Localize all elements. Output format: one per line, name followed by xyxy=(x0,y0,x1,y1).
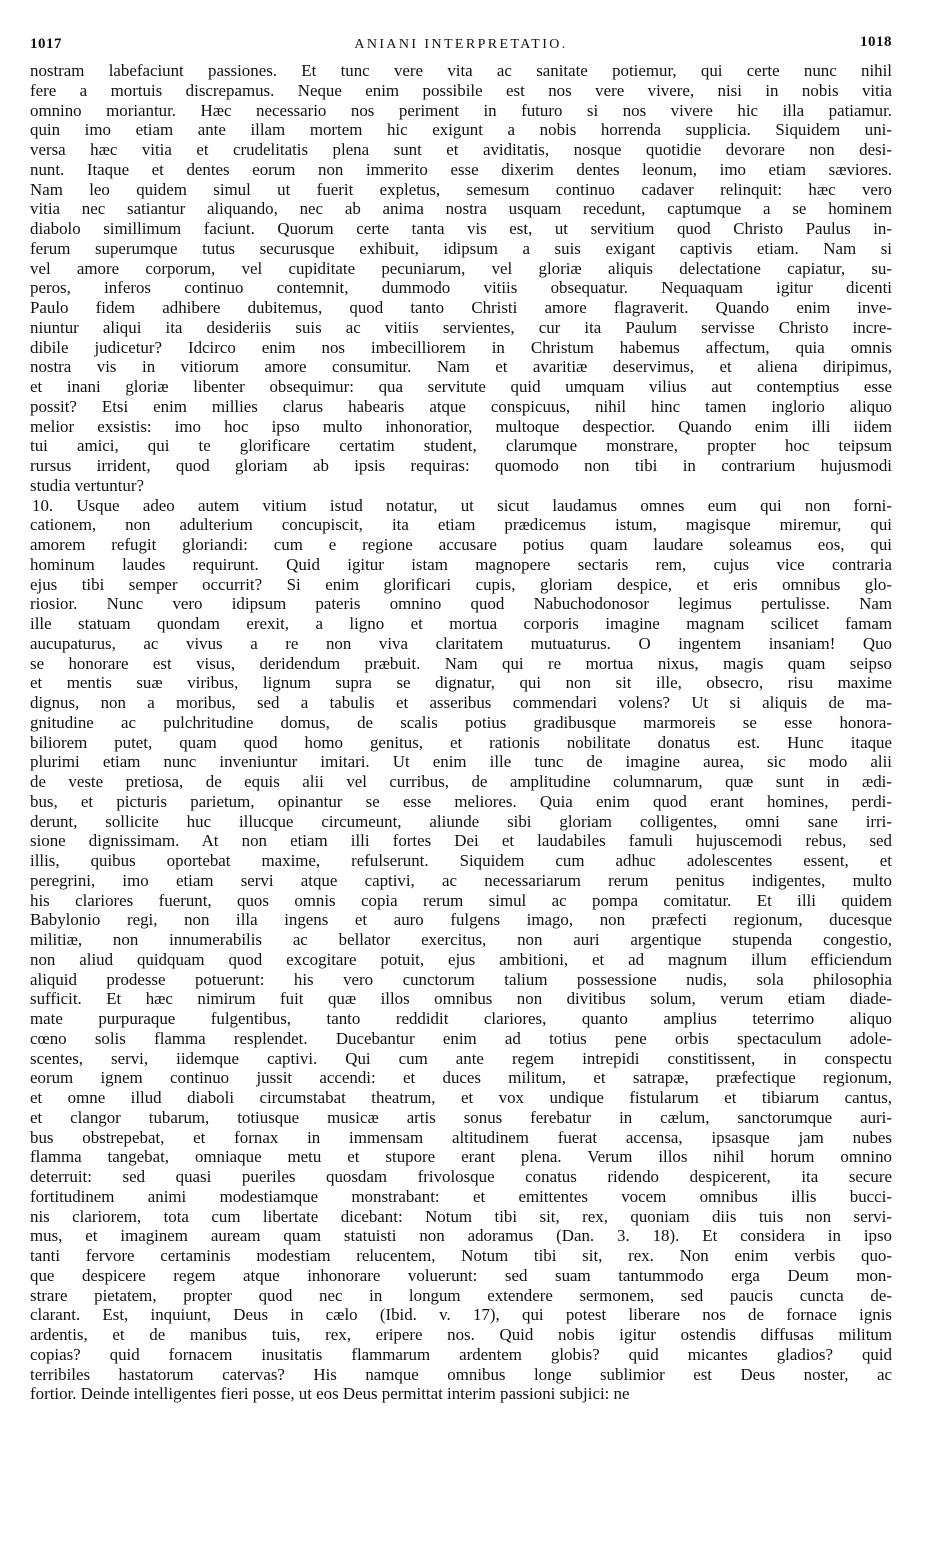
text-line: quin imo etiam ante illam mortem hic exigunt a nobis horrenda supplicia. Siquidem uni- xyxy=(30,120,892,140)
text-line: ille statuam quondam erexit, a ligno et mortua corporis imagine magnam scilicet famam xyxy=(30,614,892,633)
text-line: nunt. Itaque et dentes eorum non immerito esse dixerim dentes leonum, imo etiam sæviores. xyxy=(30,159,892,179)
text-line: et inani gloriæ libenter obsequimur: qua servitute quid umquam vilius aut contemptius esse xyxy=(30,377,892,396)
text-line: ardentis, et de manibus tuis, rex, eripere nos. Quid nobis igitur ostendis diffusas militum xyxy=(30,1325,892,1344)
text-line: biliorem putet, quam quod homo genitus, et rationis nobilitate donatus est. Hunc itaque xyxy=(30,732,892,752)
text-line: versa hæc vitia et crudelitatis plena sunt et aviditatis, nosque quotidie devorare non desi- xyxy=(30,140,892,159)
text-line: niuntur aliqui ita desideriis suis ac vitiis servientes, cur ita Paulum servisse Christo incre- xyxy=(30,317,892,337)
text-line: possit? Etsi enim millies clarus habearis atque conspicuus, nihil hinc tamen inglorio aliquo xyxy=(30,396,892,416)
text-line: rursus irrident, quod gloriam ab ipsis requiras: quomodo non tibi in contrarium hujusmodi xyxy=(30,456,892,475)
text-line: et clangor tubarum, totiusque musicæ artis sonus ferebatur in cælum, sanctorumque auri- xyxy=(30,1107,892,1127)
text-line: ejus tibi semper occurrit? Si enim glorificari cupis, gloriam despice, et eris omnibus glo- xyxy=(30,574,892,594)
text-line: peros, inferos continuo contemnit, dummodo vitiis obsequatur. Nequaquam igitur dicenti xyxy=(30,278,892,298)
text-line: terribiles hastatorum catervas? His namque omnibus longe sublimior est Deus noster, ac xyxy=(30,1364,892,1384)
text-line: mus, et imaginem auream quam statuisti non adoramus (Dan. 3. 18). Et considera in ipso xyxy=(30,1226,892,1246)
text-line: eorum ignem continuo jussit accendi: et duces militum, et satrapæ, præfectique regionum, xyxy=(30,1068,892,1088)
text-line: studia vertuntur? xyxy=(30,475,144,495)
text-line: dignus, non a moribus, sed a tabulis et asseribus commendari volens? Ut si aliquis de ma- xyxy=(30,693,892,712)
text-line: strare pietatem, propter quod nec in longum extendere sermonem, sed paucis cuncta de- xyxy=(30,1285,892,1305)
text-line: sufficit. Et hæc nimirum fuit quæ illos omnibus non divitibus solum, verum etiam diade- xyxy=(30,989,892,1009)
text-line: cationem, non adulterium concupiscit, ita etiam prædicemus istum, magisque miremur, qui xyxy=(30,515,892,535)
text-line: omnino moriantur. Hæc necessario nos periment in futuro si nos vivere hic illa patiamur. xyxy=(30,100,892,120)
text-line: ferum superumque tutus securusque exhibuit, idipsum a suis exigant captivis etiam. Nam si xyxy=(30,238,892,258)
text-line: aucupaturus, ac vivus a re non viva claritatem mutuaturus. O ingentem insaniam! Quo xyxy=(30,633,892,653)
text-line: peregrini, imo etiam servi atque captivi, ac necessariarum rerum penitus indigentes, multo xyxy=(30,870,892,890)
text-line: gnitudine ac pulchritudine domus, de scalis potius gradibusque marmoreis se esse honora- xyxy=(30,712,892,732)
text-line: fortior. Deinde intelligentes fieri posse, ut eos Deus permittat interim passioni subjici: ne xyxy=(30,1384,630,1404)
text-line: fere a mortuis discrepamus. Neque enim possibile est nos vere vivere, nisi in nobis vitia xyxy=(30,80,892,100)
text-line: et omne illud diaboli circumstabat theatrum, et vox undique fistularum et tibiarum cantus, xyxy=(30,1088,892,1107)
left-column-number: 1017 xyxy=(30,36,62,52)
text-line: hominum laudes requirunt. Quid igitur istam magnopere sectaris rem, cujus vice contraria xyxy=(30,554,892,574)
text-line: aliquid prodesse potuerunt: his vero cunctorum talium possessione nudis, sola philosophia xyxy=(30,969,892,989)
body-text xyxy=(30,61,892,1404)
text-line: flamma tangebat, omniaque metu et stupore erant plena. Verum illos nihil horum omnino xyxy=(30,1147,892,1167)
text-line: mate purpuraque fulgentibus, tanto reddidit clariores, quanto amplius teterrimo aliquo xyxy=(30,1009,892,1028)
text-line: vitia nec satiantur aliquando, nec ab anima nostra usquam recedunt, captumque a se hominem xyxy=(30,199,892,219)
running-title: ANIANI INTERPRETATIO. xyxy=(354,37,568,52)
running-header xyxy=(30,36,892,56)
text-line: et mentis suæ viribus, lignum supra se dignatur, qui non sit ille, obsecro, risu maxime xyxy=(30,673,892,693)
text-line: nostram labefaciunt passiones. Et tunc vere vita ac sanitate potiemur, qui certe nunc nihil xyxy=(30,61,892,80)
text-line: derunt, sollicite huc illucque circumeunt, aliunde sibi gloriam colligentes, omni sane irri- xyxy=(30,811,892,831)
text-line: plurimi etiam nunc inveniuntur imitari. Ut enim ille tunc de imagine aurea, sic modo alii xyxy=(30,752,892,772)
text-line: Paulo fidem adhibere dubitemus, quod tanto Christi amore flagraverit. Quando enim inve- xyxy=(30,298,892,317)
text-line: Nam leo quidem simul ut fuerit expletus, semesum continuo cadaver relinquit: hæc vero xyxy=(30,179,892,199)
text-line: bus, et picturis parietum, opinantur se esse meliores. Quia enim quod erant homines, perdi- xyxy=(30,791,892,811)
text-line: Babylonio regi, non illa ingens et auro fulgens imago, non præfecti regionum, ducesque xyxy=(30,910,892,930)
text-line: tui amici, qui te glorificare certatim student, clarumque monstrare, propter hoc teipsum xyxy=(30,436,892,456)
text-line: his clariores fuerunt, quos omnis copia rerum simul ac pompa comitatur. Et illi quidem xyxy=(30,890,892,910)
text-line: de veste pretiosa, de equis alii vel curribus, de amplitudine columnarum, quæ sunt in ædi- xyxy=(30,772,892,791)
text-line: vel amore corporum, vel cupiditate pecuniarum, vel gloriæ aliquis delectatione capiatur, su- xyxy=(30,258,892,278)
text-line: scentes, servi, iidemque captivi. Qui cum ante regem intrepidi constitissent, in conspectu xyxy=(30,1048,892,1068)
text-line: dibile judicetur? Idcirco enim nos imbecilliorem in Christum habemus affectum, quia omnis xyxy=(30,337,892,357)
text-line: nostra vis in vitiorum amore consumitur. Nam et avaritiæ deservimus, et aliena diripimus, xyxy=(30,357,892,377)
text-line: que despicere regem atque inhonorare voluerunt: sed suam tantummodo erga Deum mon- xyxy=(30,1265,892,1285)
text-line: sione dignissimam. At non etiam illi fortes Dei et laudabiles famuli hujuscemodi rebus, sed xyxy=(30,831,892,851)
text-line: amorem refugit gloriandi: cum e regione accusare potius quam laudare soleamus eos, qui xyxy=(30,535,892,554)
text-line: militiæ, non innumerabilis ac bellator exercitus, non auri argentique stupenda congestio, xyxy=(30,930,892,949)
text-line: deterruit: sed quasi pueriles quosdam frivolosque conatus ridendo despicerent, ita secure xyxy=(30,1167,892,1186)
text-line: nis clariorem, tota cum libertate dicebant: Notum tibi sit, rex, quoniam diis tuis non servi- xyxy=(30,1206,892,1226)
text-line: illis, quibus oportebat maxime, refulserunt. Siquidem cum adhuc adolescentes essent, et xyxy=(30,851,892,870)
text-line: fortitudinem animi modestiamque monstrabant: et emittentes vocem omnibus illis bucci- xyxy=(30,1186,892,1206)
text-line: clarant. Est, inquiunt, Deus in cælo (Ibid. v. 17), qui potest liberare nos de fornace ignis xyxy=(30,1305,892,1325)
text-line: diabolo simillimum faciunt. Quorum certe tanta vis est, ut servitium quod Christo Paulus in- xyxy=(30,219,892,238)
text-line: cœno solis flamma resplendet. Ducebantur enim ad totius pene orbis spectaculum adole- xyxy=(30,1028,892,1048)
text-line: riosior. Nunc vero idipsum pateris omnino quod Nabuchodonosor legimus pertulisse. Nam xyxy=(30,594,892,614)
text-line: copias? quid fornacem inusitatis flammarum ardentem globis? quid micantes gladios? quid xyxy=(30,1344,892,1364)
text-line: se honorare est visus, deridendum præbuit. Nam qui re mortua nixus, magis quam seipso xyxy=(30,653,892,673)
text-line: bus obstrepebat, et fornax in immensam altitudinem fuerat accensa, ipsasque jam nubes xyxy=(30,1127,892,1147)
text-line: 10. Usque adeo autem vitium istud notatur, ut sicut laudamus omnes eum qui non forni- xyxy=(32,495,892,515)
text-line: tanti fervore certaminis modestiam relucentem, Notum tibi sit, rex. Non enim verbis quo- xyxy=(30,1246,892,1265)
right-column-number: 1018 xyxy=(860,34,892,50)
text-line: melior exsistis: imo hoc ipso multo inhonoratior, multoque despectior. Quando enim illi iidem xyxy=(30,416,892,436)
text-line: non aliud quidquam quod excogitare potuit, ejus ambitioni, et ad magnum illum efficiendum xyxy=(30,949,892,969)
